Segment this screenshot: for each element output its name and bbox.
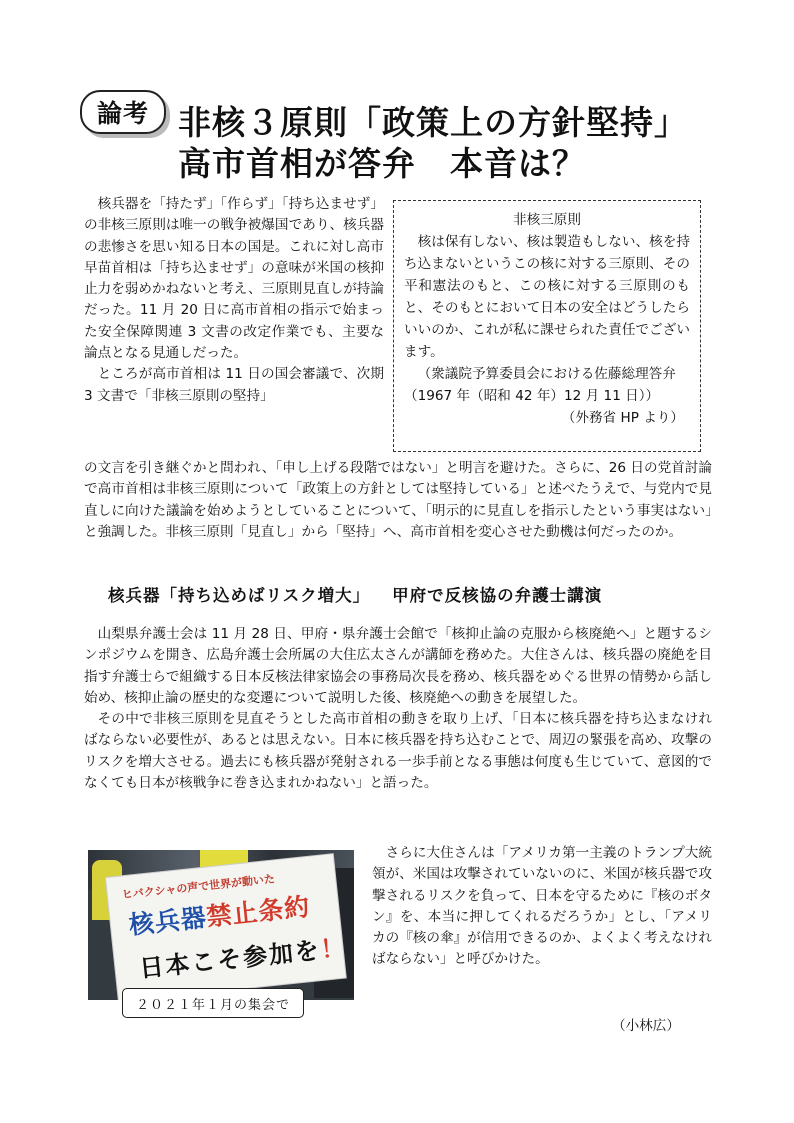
banner-line3-b: ！ — [319, 933, 349, 964]
photo-caption: ２０２１年１月の集会で — [122, 988, 304, 1018]
article2-paragraph1: 山梨県弁護士会は 11 月 28 日、甲府・県弁護士会館で「核抑止論の克服から核廃絶へ」と題するシンポジウムを開き、広島弁護士会所属の大住広太さんが講師を務めた。大住さんは、核兵器の廃絶を目指す弁護士らで組織する日本反核法律家協会の事務局次長を務め、核兵器をめぐる世界の情勢から話し始め、核抑止論の歴史的な変遷について説明した後、核廃絶への動きを展望した。 — [84, 626, 712, 706]
article1-paragraph1: 核兵器を「持たず」「作らず」「持ち込ませず」の非核三原則は唯一の戦争被爆国であり、核兵器の悲惨さを思い知る日本の国是。これに対し高市早苗首相は「持ち込ませず」の意味が米国の核抑止力を弱めかねないと考え、三原則見直しが持論だった。11 月 20 日に高市首相の指示で始まった安全保障関連 3 文書の改定作業でも、主要な論点となる見通しだった。 — [84, 196, 384, 362]
banner-line1: ヒバクシャの声で世界が動いた — [121, 872, 276, 902]
article2-full-width — [84, 624, 712, 794]
section-badge: 論考 — [80, 90, 166, 134]
article1-paragraph2-start: ところが高市首相は 11 日の国会審議で、次期 3 文書で「非核三原則の堅持」 — [84, 366, 384, 404]
banner-line3-a: 日本こそ参加を — [138, 936, 323, 983]
sidebox-reference: （外務省 HP より） — [561, 410, 684, 426]
author-byline: （小林広） — [612, 1018, 680, 1034]
article1-full-width — [84, 458, 712, 543]
headline-line1: 非核３原則「政策上の方針堅持」 — [178, 103, 688, 142]
subheading-part-b: 甲府で反核協の弁護士講演 — [392, 586, 603, 605]
article2-subheading — [108, 582, 602, 606]
banner-line2-b: 禁止条約 — [205, 891, 312, 932]
article2-paragraph2: その中で非核三原則を見直そうとした高市首相の動きを取り上げ、「日本に核兵器を持ち込まなければならない必要性が、あるとは思えない。日本に核兵器を持ち込むことで、周辺の緊張を高め、攻撃のリスクを増大させる。過去にも核兵器が発射される一歩手前となる事態は何度も生じていて、意図的でなくても日本が核戦争に巻き込まれかねない」と語った。 — [84, 711, 712, 792]
article2-column — [372, 843, 712, 971]
headline-line2-a: 高市首相が答弁 — [178, 144, 416, 183]
sidebox-title: 非核三原則 — [513, 212, 581, 228]
rally-photo — [88, 850, 354, 1000]
sidebox-body: 核は保有しない、核は製造もしない、核を持ち込まないというこの核に対する三原則、その平和憲法のもと、この核に対する三原則のもと、そのもとにおいて日本の安全はどうしたらいいのか、これが私に課せられた責任でございます。 — [404, 234, 690, 360]
article1-paragraph2-continued: の文言を引き継ぐかと問われ、「申し上げる段階ではない」と明言を避けた。さらに、26 日の党首討論で高市首相は非核三原則について「政策上の方針としては堅持している」と述べたうえで、与党内で見直しに向けた議論を始めようとしていることについて、「明示的に見直しを指示したという事実はない」と強調した。非核三原則「見直し」から「堅持」へ、高市首相を変心させた動機は何だったのか。 — [84, 460, 712, 540]
headline-line2 — [178, 138, 586, 185]
article1-column — [84, 194, 384, 407]
article2-paragraph3: さらに大住さんは「アメリカ第一主義のトランプ大統領が、米国は攻撃されていないのに、米国が核兵器で攻撃されるリスクを負って、日本を守るために『核のボタン』を、本当に押してくれるだろうか」とし、「アメリカの『核の傘』が信用できるのか、よくよく考えなければならない」と呼びかけた。 — [372, 845, 712, 968]
headline-line2-b: 本音は？ — [450, 144, 586, 183]
photo-banner — [106, 854, 349, 1000]
principles-sidebox — [393, 200, 701, 452]
subheading-part-a: 核兵器「持ち込めばリスク増大」 — [108, 586, 371, 605]
sidebox-source: （衆議院予算委員会における佐藤総理答弁（1967 年（昭和 42 年）12 月 11 日）） — [404, 366, 676, 404]
banner-line2-a: 核兵器 — [127, 902, 209, 940]
